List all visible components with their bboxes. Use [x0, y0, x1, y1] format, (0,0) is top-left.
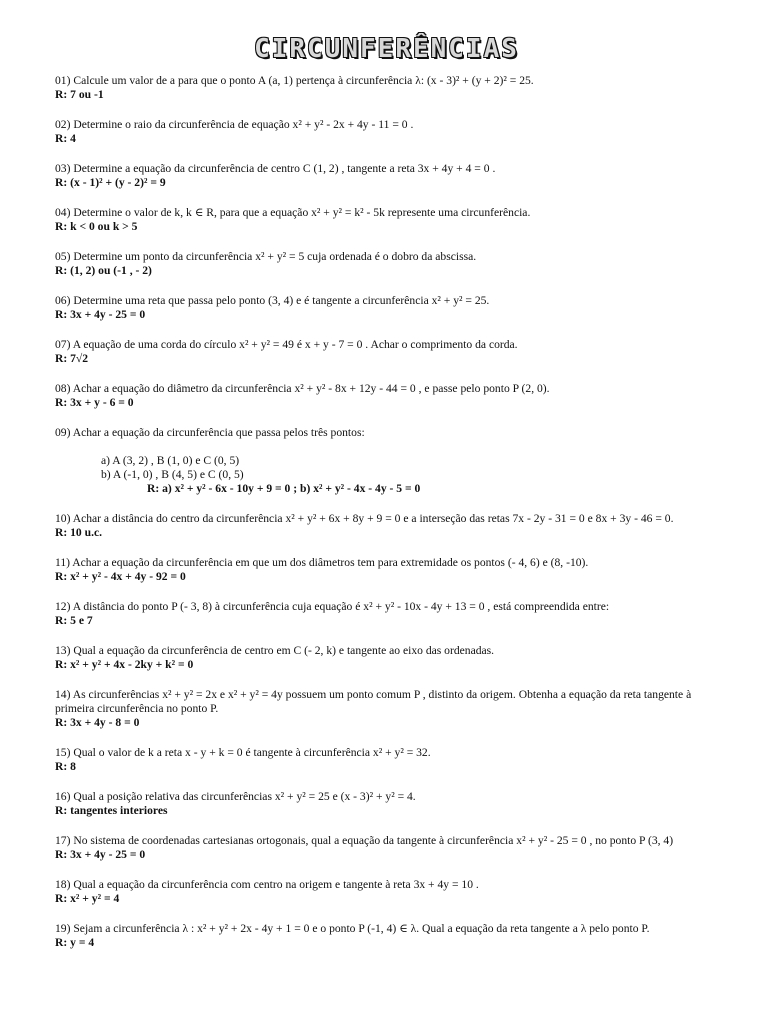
question-03 [55, 162, 718, 190]
answer: R: 3x + y - 6 = 0 [55, 396, 134, 409]
question-text: 17) No sistema de coordenadas cartesianas ortogonais, qual a equação da tangente à circunferência x² + y² - 25 = 0 , no ponto P (3, 4) [55, 834, 674, 847]
answer: R: x² + y² = 4 [55, 892, 120, 905]
question-text: 08) Achar a equação do diâmetro da circunferência x² + y² - 8x + 12y - 44 = 0 , e passe pelo ponto P (2, 0). [55, 382, 550, 395]
sub-item-a: a) A (3, 2) , B (1, 0) e C (0, 5) [101, 454, 240, 467]
answer: R: 3x + 4y - 25 = 0 [55, 848, 146, 861]
question-11 [55, 556, 718, 584]
answer: R: 10 u.c. [55, 526, 103, 539]
question-19 [55, 922, 718, 950]
answer: R: a) x² + y² - 6x - 10y + 9 = 0 ; b) x² + y² - 4x - 4y - 5 = 0 [147, 482, 421, 495]
question-text: 12) A distância do ponto P (- 3, 8) à circunferência cuja equação é x² + y² - 10x - 4y + 13 = 0 , está compreendida entre: [55, 600, 610, 613]
question-15 [55, 746, 718, 774]
question-text: 07) A equação de uma corda do círculo x² + y² = 49 é x + y - 7 = 0 . Achar o comprimento da corda. [55, 338, 518, 351]
question-text: 13) Qual a equação da circunferência de centro em C (- 2, k) e tangente ao eixo das ordenadas. [55, 644, 495, 657]
page-title: CIRCUNFERÊNCIAS [254, 34, 519, 64]
answer: R: 5 e 7 [55, 614, 93, 627]
question-02 [55, 118, 718, 146]
answer: R: tangentes interiores [55, 804, 168, 817]
question-10 [55, 512, 718, 540]
question-text: 19) Sejam a circunferência λ : x² + y² + 2x - 4y + 1 = 0 e o ponto P (-1, 4) ∈ λ. Qual a equação da reta tangente a λ pelo ponto P. [55, 922, 650, 935]
question-text: 10) Achar a distância do centro da circunferência x² + y² + 6x + 8y + 9 = 0 e a interseção das retas 7x - 2y - 31 = 0 e 8x + 3y - 46 = 0. [55, 512, 674, 525]
question-16 [55, 790, 718, 818]
question-text: 04) Determine o valor de k, k ∈ R, para que a equação x² + y² = k² - 5k represente uma circunferência. [55, 206, 531, 219]
question-text: 02) Determine o raio da circunferência de equação x² + y² - 2x + 4y - 11 = 0 . [55, 118, 414, 131]
question-text: 14) As circunferências x² + y² = 2x e x² + y² = 4y possuem um ponto comum P , distinto da origem. Obtenha a equação da reta tangente à primeira circunferência no ponto P. [55, 688, 692, 715]
question-07 [55, 338, 718, 366]
question-01 [55, 74, 718, 102]
question-13 [55, 644, 718, 672]
question-text: 16) Qual a posição relativa das circunferências x² + y² = 25 e (x - 3)² + y² = 4. [55, 790, 416, 803]
answer: R: 3x + 4y - 8 = 0 [55, 716, 140, 729]
question-06 [55, 294, 718, 322]
question-18 [55, 878, 718, 906]
answer: R: x² + y² + 4x - 2ky + k² = 0 [55, 658, 194, 671]
question-08 [55, 382, 718, 410]
sub-items [101, 454, 718, 496]
question-text: 11) Achar a equação da circunferência em que um dos diâmetros tem para extremidade os pontos (- 4, 6) e (8, -10). [55, 556, 589, 569]
question-text: 06) Determine uma reta que passa pelo ponto (3, 4) e é tangente a circunferência x² + y² = 25. [55, 294, 490, 307]
question-17 [55, 834, 718, 862]
answer: R: 8 [55, 760, 76, 773]
question-09 [55, 426, 718, 496]
answer: R: (1, 2) ou (-1 , - 2) [55, 264, 152, 277]
question-text: 18) Qual a equação da circunferência com centro na origem e tangente à reta 3x + 4y = 10 . [55, 878, 479, 891]
question-text: 09) Achar a equação da circunferência que passa pelos três pontos: [55, 426, 365, 439]
answer: R: 4 [55, 132, 76, 145]
answer: R: x² + y² - 4x + 4y - 92 = 0 [55, 570, 186, 583]
answer: R: 7 ou -1 [55, 88, 104, 101]
question-12 [55, 600, 718, 628]
answer: R: y = 4 [55, 936, 95, 949]
question-04 [55, 206, 718, 234]
question-text: 03) Determine a equação da circunferência de centro C (1, 2) , tangente a reta 3x + 4y + 4 = 0 . [55, 162, 496, 175]
question-05 [55, 250, 718, 278]
question-text: 01) Calcule um valor de a para que o ponto A (a, 1) pertença à circunferência λ: (x - 3)² + (y + 2)² = 25. [55, 74, 534, 87]
answer: R: k < 0 ou k > 5 [55, 220, 138, 233]
sub-item-b: b) A (-1, 0) , B (4, 5) e C (0, 5) [101, 468, 244, 481]
answer: R: (x - 1)² + (y - 2)² = 9 [55, 176, 166, 189]
question-text: 05) Determine um ponto da circunferência x² + y² = 5 cuja ordenada é o dobro da abscissa. [55, 250, 477, 263]
answer: R: 7√2 [55, 352, 89, 365]
answer: R: 3x + 4y - 25 = 0 [55, 308, 146, 321]
question-14 [55, 688, 718, 730]
question-text: 15) Qual o valor de k a reta x - y + k = 0 é tangente à circunferência x² + y² = 32. [55, 746, 431, 759]
